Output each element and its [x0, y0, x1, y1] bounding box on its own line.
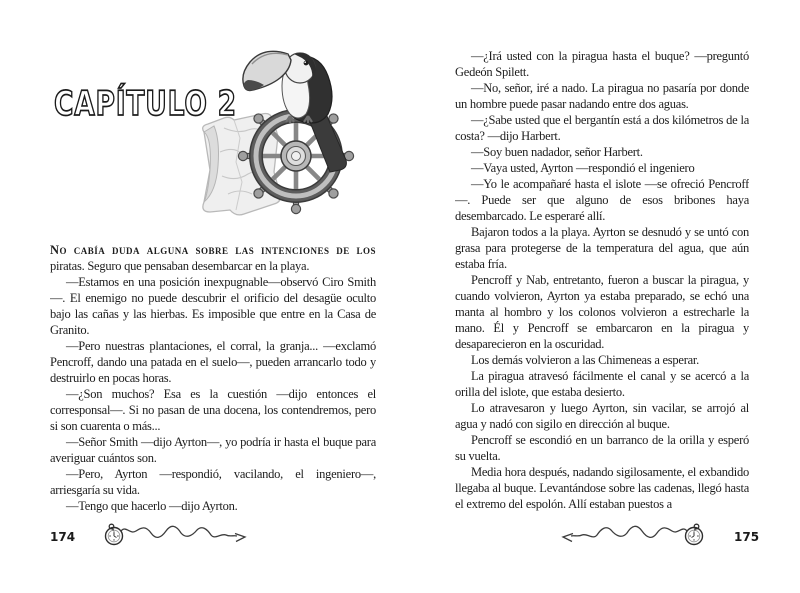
right-page-body-text [455, 48, 749, 528]
paragraph-text: Los demás volvieron a las Chimeneas a esperar. [471, 353, 700, 367]
paragraph [455, 48, 749, 80]
paragraph [455, 272, 749, 352]
footer-ornament-right [558, 521, 708, 551]
paragraph [455, 160, 749, 176]
paragraph [50, 498, 376, 514]
paragraph [455, 176, 749, 224]
paragraph [455, 464, 749, 512]
chapter-title: CAPÍTULO 2 [54, 84, 237, 124]
paragraph-text: —Yo le acompañaré hasta el islote —se ofreció Pencroff—. Puede ser que alguno de esos bribones haya desembarcado. Le esperaré allí. [455, 177, 749, 223]
paragraph [455, 352, 749, 368]
squiggle-chain-icon [563, 526, 687, 541]
paragraph [455, 80, 749, 112]
page-number-right: 175 [734, 530, 760, 544]
paragraph [50, 274, 376, 338]
pocket-watch-icon [686, 524, 703, 544]
paragraph-text: —¿Son muchos? Esa es la cuestión —dijo entonces el corresponsal—. Si no pasan de una docena, los contendremos, pero si son cuarenta o más... [50, 387, 376, 433]
paragraph [455, 432, 749, 464]
paragraph [455, 144, 749, 160]
paragraph-text: —Estamos en una posición inexpugnable—observó Ciro Smith—. El enemigo no puede descubrir el orificio del desagüe oculto bajo las cañas y las hierbas. Es imposible que entre en la Casa de Granito. [50, 275, 376, 337]
paragraph-text: —Pero nuestras plantaciones, el corral, la granja... —exclamó Pencroff, dando una patada en el suelo—, pueden arrancarlo todo y destruirlo en pocas horas. [50, 339, 376, 385]
paragraph-text: —Tengo que hacerlo —dijo Ayrton. [66, 499, 238, 513]
paragraph [50, 386, 376, 434]
paragraph-text: Media hora después, nadando sigilosamente, el exbandido llegaba al buque. Levantándose sobre las cadenas, llegó hasta el extremo del espolón. Allí estaban puestos a [455, 465, 749, 511]
footer-ornament-left [100, 521, 250, 551]
smallcaps-lead: No cabía duda alguna sobre las intenciones de los [50, 243, 376, 257]
paragraph-text: piratas. Seguro que pensaban desembarcar en la playa. [50, 259, 310, 273]
paragraph-text: La piragua atravesó fácilmente el canal y se acercó a la orilla del islote, que estaba desierto. [455, 369, 749, 399]
paragraph [50, 434, 376, 466]
paragraph [50, 466, 376, 498]
paragraph [455, 368, 749, 400]
paragraph [455, 112, 749, 144]
paragraph [455, 400, 749, 432]
paragraph-text: Pencroff se escondió en un barranco de la orilla y esperó su vuelta. [455, 433, 749, 463]
left-page-body-text [50, 242, 376, 526]
pocket-watch-icon [106, 524, 123, 544]
paragraph-text: Pencroff y Nab, entretanto, fueron a buscar la piragua, y cuando volvieron, Ayrton ya estaba preparado, se echó una manta al hombro y los colonos volvieron a estrecharle la mano. Él y Pencroff se embarcaron en la piragua y desaparecieron en la oscuridad. [455, 273, 749, 351]
paragraph [50, 338, 376, 386]
toucan-ship-wheel-illustration [190, 42, 360, 257]
paragraph [455, 224, 749, 272]
paragraph-text: —¿Sabe usted que el bergantín está a dos kilómetros de la costa? —dijo Harbert. [455, 113, 749, 143]
paragraph-text: Lo atravesaron y luego Ayrton, sin vacilar, se arrojó al agua y nadó con sigilo en dirección al buque. [455, 401, 749, 431]
paragraph-text: —¿Irá usted con la piragua hasta el buque? —preguntó Gedeón Spilett. [455, 49, 749, 79]
squiggle-chain-icon [121, 526, 245, 541]
paragraph-text: —No, señor, iré a nado. La piragua no pasaría por donde un hombre puede pasar nadando entre dos aguas. [455, 81, 749, 111]
paragraph [50, 242, 376, 274]
page-number-left: 174 [50, 530, 76, 544]
paragraph-text: —Soy buen nadador, señor Harbert. [471, 145, 643, 159]
paragraph-text: —Pero, Ayrton —respondió, vacilando, el ingeniero—, arriesgaría su vida. [50, 467, 376, 497]
paragraph-text: —Vaya usted, Ayrton —respondió el ingeniero [471, 161, 695, 175]
paragraph-text: Bajaron todos a la playa. Ayrton se desnudó y se untó con grasa para protegerse de la temperatura del agua, que aún estaba fría. [455, 225, 749, 271]
paragraph-text: —Señor Smith —dijo Ayrton—, yo podría ir hasta el buque para averiguar cuántos son. [50, 435, 376, 465]
